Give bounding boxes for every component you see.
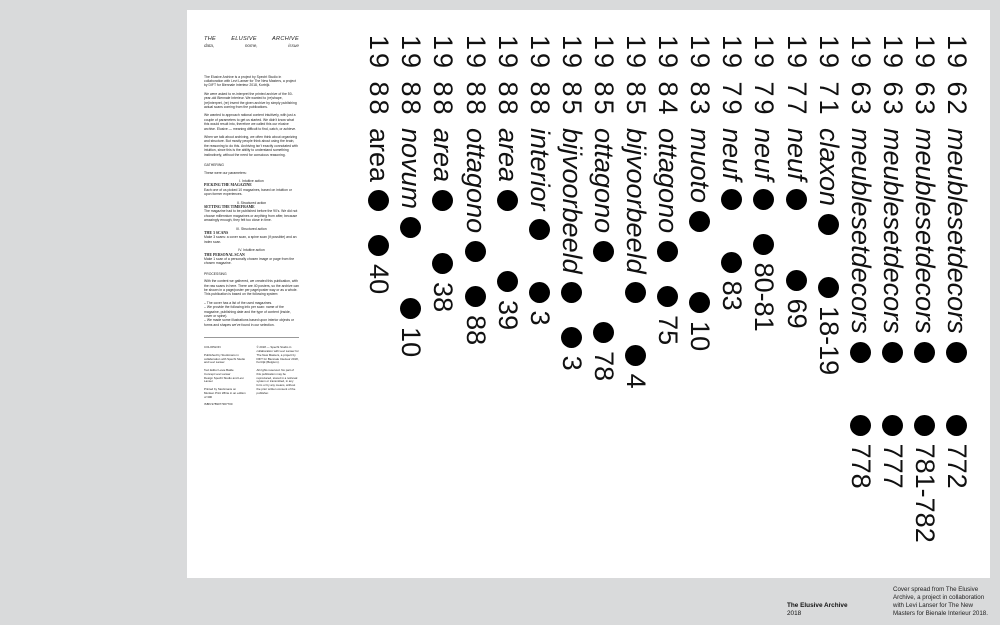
step-number: II. Structured action: [236, 200, 267, 205]
entry-year: 19 83: [685, 35, 716, 118]
step-title: PICKING THE MAGAZINE: [204, 183, 252, 188]
colophon-line: Text Editor Levie Balde: [204, 368, 234, 373]
text-column: [204, 36, 299, 407]
entry-year: 19 85: [588, 35, 619, 118]
entry-issue: 39: [492, 300, 523, 331]
title-word: ARCHIVE: [272, 36, 299, 42]
entry-issue: 778: [845, 443, 876, 489]
entry-issue: 88: [460, 315, 491, 346]
bullet-dot: [689, 292, 710, 313]
entry-year: 19 88: [428, 35, 459, 118]
magazine-entry: [685, 35, 716, 352]
step: [204, 248, 299, 266]
entry-issue: 40: [364, 264, 395, 295]
gathering-heading: GATHERING: [204, 163, 224, 168]
bullet-dot: [657, 286, 678, 307]
magazine-entry: [815, 35, 842, 375]
intro-paragraph: The Elusive Archive is a project by Specht Studio in collaboration with Levi Lanser for The New Masters, a project by DIFT for Biennale Interieur 2018, Kortrijk.: [204, 74, 296, 88]
colophon-line: COLOPHON: [204, 345, 221, 350]
entry-magazine: area: [492, 128, 523, 183]
bullet-dot: [882, 415, 903, 436]
bullet-dot: [465, 241, 486, 262]
entry-year: 19 71: [813, 35, 844, 118]
entry-magazine: novum: [396, 128, 427, 210]
colophon-line: © 2018 — Specht Studio in collaboration with Levi Lanser for The New Masters, a project by DIFT for Biennale Interieur 2018, Kortrijk (Belgium).: [256, 345, 299, 365]
magazine-entry: [396, 35, 427, 358]
entry-magazine: ottagono: [588, 128, 619, 234]
entry-magazine: neuf: [717, 128, 748, 181]
step-number: I. Intuitive action: [239, 178, 264, 183]
bullet-dot: [914, 415, 935, 436]
bullet-dot: [818, 277, 839, 298]
bullet-dot: [946, 342, 967, 363]
entry-magazine: muoto: [685, 128, 716, 204]
entry-magazine: bijvoorbeeld: [556, 128, 587, 274]
colophon-line: All rights reserved. No part of this publication may be reproduced, stored in a retrieval system or transmitted, in any form or by any means, without the prior written consent of the publisher.: [256, 368, 298, 395]
magazine-entry: [943, 35, 970, 489]
bullet-dot: [914, 342, 935, 363]
colophon-right: [257, 346, 300, 407]
entry-magazine: ottagono: [653, 128, 684, 234]
bullet-dot: [529, 282, 550, 303]
entry-issue: 18-19: [813, 306, 844, 376]
bullet-dot: [786, 270, 807, 291]
bullet-dot: [561, 327, 582, 348]
entry-issue: 10: [685, 321, 716, 352]
bullet-dot: [721, 252, 742, 273]
bullet-dot: [432, 253, 453, 274]
entry-issue: 3: [556, 355, 587, 371]
bullet-dot: [400, 217, 421, 238]
list-item: – We provide the following info per scan: name of the magazine, publishing date and the type of content (inside, cover or spine).: [204, 305, 299, 318]
processing-text: With the content we gathered, we created this publication, with the raw scans in here. There are 40 posters, so the archive can be shown in a page/poster per page/poster way or as a whole. This publication is based on the following system:: [204, 279, 299, 297]
step-number: IV. Intuitive action: [238, 248, 265, 253]
entry-issue: 781-782: [909, 443, 940, 543]
step-text: Each one of us picked 10 magazines, based on intuition or upon former experiences.: [204, 187, 292, 197]
magazine-entry: [622, 35, 649, 389]
intro-paragraph: We wanted to approach rational content intuitively, with just a couple of parameters to get us started. We didn't know what this would result into, therefore we called this our elusive archive. Elusive — meaning difficult to find, catch, or achieve.: [204, 113, 297, 131]
bullet-dot: [946, 415, 967, 436]
magazine-entry: [653, 35, 684, 346]
entry-magazine: area: [428, 128, 459, 183]
caption-year: 2018: [787, 610, 802, 617]
bullet-dot: [850, 415, 871, 436]
step-title: SETTING THE TIMEFRAME: [204, 204, 255, 209]
gathering-lead: These were our parameters:: [204, 170, 247, 175]
colophon-line: Design Specht Studio and Levi Lanser: [204, 375, 244, 384]
entry-issue: 777: [877, 443, 908, 489]
entry-year: 19 88: [364, 35, 395, 118]
bullet-dot: [689, 211, 710, 232]
entry-year: 19 88: [524, 35, 555, 118]
cover-spread: [187, 10, 990, 578]
bullet-dot: [432, 190, 453, 211]
step-text: Make 3 scans: a cover scan, a spine scan (if possible) and an index scan.: [204, 235, 297, 244]
entry-year: 19 84: [653, 35, 684, 118]
subtitle-word: data,: [204, 42, 215, 48]
entry-year: 19 85: [621, 35, 651, 118]
magazine-entry: [911, 35, 938, 543]
processing-heading: PROCESSING: [204, 271, 227, 276]
entry-year: 19 63: [877, 35, 908, 118]
entry-year: 19 88: [460, 35, 491, 118]
entry-issue: 83: [717, 280, 748, 311]
bullet-dot: [497, 271, 518, 292]
intro-paragraph: When we talk about archiving, we often think about organizing and structure. But mostly people think about using the brain, the reasoning to do this. Archiving isn't exactly connotated with intuition, since this is the ability to understand something instinctively, without the need for conscious reasoning.: [204, 135, 298, 157]
entry-year: 19 63: [909, 35, 940, 118]
magazine-entry: [717, 35, 748, 311]
magazine-entry: [558, 35, 585, 371]
entry-issue: 78: [588, 351, 619, 382]
magazine-entry: [847, 35, 874, 489]
bullet-dot: [625, 282, 646, 303]
processing-list: [204, 301, 299, 327]
entry-year: 19 85: [556, 35, 587, 118]
magazine-entry: [590, 35, 617, 381]
entry-issue: 75: [653, 315, 684, 346]
bullet-dot: [593, 322, 614, 343]
entry-issue: 10: [396, 327, 427, 358]
colophon-line: Printed by Stockmans on Munken Print White in an edition of 300: [204, 387, 246, 399]
archive-title: [204, 36, 299, 43]
entry-magazine: claxon: [813, 128, 844, 207]
entry-magazine: neuf: [749, 128, 780, 181]
bullet-dot: [400, 298, 421, 319]
step-text: The magazine had to be published before the 90's. We did not choose millennium magazines or anything from after, because amazingly enough, they felt too close in time.: [204, 209, 298, 223]
bullet-dot: [818, 214, 839, 235]
divider: [204, 337, 299, 338]
entry-year: 19 63: [845, 35, 876, 118]
title-word: ELUSIVE: [231, 36, 257, 42]
entry-magazine: meublesetdecors: [942, 128, 972, 334]
entry-magazine: meublesetdecors: [909, 128, 940, 334]
intro-paragraph: We were asked to re-interpret the printed archive of the 50-year-old Biennale Interieur. We wanted to (re)shape, (re)interpret, (re) invent the given archive by simply publishing actual scans coming from the publications.: [204, 91, 297, 110]
bullet-dot: [786, 189, 807, 210]
bullet-dot: [753, 189, 774, 210]
magazine-entry: [749, 35, 780, 332]
step-title: THE 3 SCANS: [204, 230, 229, 235]
magazine-entry: [526, 35, 553, 326]
step-text: Make 1 scan of a personally chosen image or page from the chosen magazine.: [204, 257, 295, 266]
entry-magazine: meublesetdecors: [877, 128, 908, 334]
bullet-dot: [721, 189, 742, 210]
step-number: III. Structured action: [236, 226, 267, 231]
colophon: [204, 346, 299, 407]
entry-issue: 4: [621, 373, 651, 389]
entry-magazine: bijvoorbeeld: [621, 128, 651, 274]
entry-magazine: ottagono: [460, 128, 491, 234]
list-item: – We made some illustrations based upon interior objects or forms and shapes we've found in our selection.: [204, 318, 299, 327]
entry-issue: 80-81: [749, 262, 780, 332]
bullet-dot: [593, 241, 614, 262]
bullet-dot: [529, 219, 550, 240]
list-item: – The cover has a list of the used magazines.: [204, 301, 299, 305]
bullet-dot: [465, 286, 486, 307]
bullet-dot: [882, 342, 903, 363]
bullet-dot: [561, 282, 582, 303]
colophon-line: Concept Levi Lanser: [204, 371, 231, 376]
entry-issue: 69: [781, 298, 812, 329]
title-word: THE: [204, 36, 217, 42]
entry-magazine: neuf: [781, 128, 812, 181]
entry-magazine: area: [364, 128, 395, 183]
colophon-line: ISBN 9789077307700: [204, 402, 233, 407]
magazine-entry: [364, 35, 395, 295]
entry-year: 19 62: [942, 35, 972, 118]
entry-year: 19 77: [781, 35, 812, 118]
caption-title: The Elusive Archive: [787, 602, 848, 609]
colophon-line: Published by Stockmans in collaboration with Specht Studio and Levi Lanser: [204, 352, 246, 365]
step: [204, 179, 299, 197]
magazine-entry: [462, 35, 489, 345]
bullet-dot: [368, 190, 389, 211]
magazine-entry: [494, 35, 521, 330]
entry-year: 19 79: [717, 35, 748, 118]
bullet-dot: [850, 342, 871, 363]
entry-issue: 38: [428, 282, 459, 313]
entry-year: 19 88: [492, 35, 523, 118]
bullet-dot: [657, 241, 678, 262]
bullet-dot: [368, 235, 389, 256]
bullet-dot: [753, 234, 774, 255]
bullet-dot: [497, 190, 518, 211]
entry-year: 19 88: [396, 35, 427, 118]
step-title: THE PERSONAL SCAN: [204, 252, 245, 257]
step: [204, 227, 299, 245]
magazine-entry: [879, 35, 906, 489]
entry-issue: 3: [524, 310, 555, 326]
step: [204, 201, 299, 223]
entry-magazine: interior: [524, 128, 555, 211]
magazine-entry: [783, 35, 810, 329]
subtitle-word: nome,: [244, 42, 258, 48]
entry-magazine: meublesetdecors: [845, 128, 876, 334]
magazine-entry: [428, 35, 459, 313]
subtitle-word: issue: [288, 42, 299, 48]
colophon-left: [204, 346, 247, 407]
entry-issue: 772: [942, 443, 972, 489]
entry-year: 19 79: [749, 35, 780, 118]
caption-description: Cover spread from The Elusive Archive, a project in collaboration with Levi Lanser for The New Masters for Bienale Interieur 2018.: [893, 586, 988, 617]
bullet-dot: [625, 345, 646, 366]
